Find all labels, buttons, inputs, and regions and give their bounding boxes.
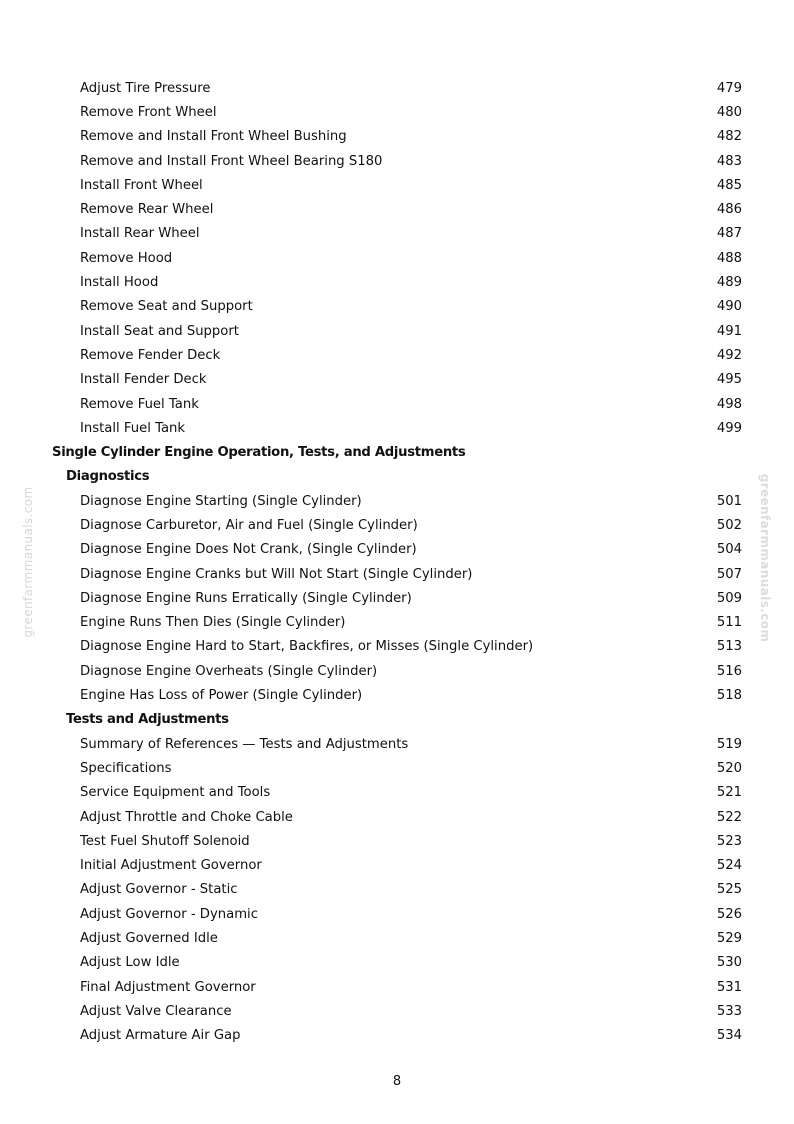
toc-entry-page: 504: [716, 542, 742, 558]
toc-entry-title: Install Rear Wheel: [80, 226, 200, 242]
toc-entry[interactable]: [52, 756, 742, 780]
toc-entry-page: 523: [716, 833, 742, 849]
toc-entry-title: Install Fender Deck: [80, 372, 207, 388]
toc-entry-title: Adjust Armature Air Gap: [80, 1028, 241, 1044]
toc-entry-page: 509: [716, 590, 742, 606]
toc-entry[interactable]: [52, 999, 742, 1023]
toc-entry-page: 518: [716, 688, 742, 704]
toc-entry[interactable]: [52, 149, 742, 173]
toc-entry-page: 480: [716, 104, 742, 120]
toc-entry[interactable]: [52, 659, 742, 683]
toc-entry[interactable]: [52, 197, 742, 221]
toc-entry-title: Diagnose Engine Overheats (Single Cylinder): [80, 663, 378, 679]
toc-entry-title: Final Adjustment Governor: [80, 979, 256, 995]
toc-entry[interactable]: [52, 683, 742, 707]
toc-entry-title: Single Cylinder Engine Operation, Tests, and Adjustments: [52, 445, 466, 461]
toc-entry[interactable]: [52, 295, 742, 319]
toc-entry[interactable]: [52, 805, 742, 829]
toc-entry-page: 525: [716, 882, 742, 898]
toc-entry[interactable]: [52, 611, 742, 635]
toc-entry-title: Test Fuel Shutoff Solenoid: [80, 833, 250, 849]
toc-entry-page: 498: [716, 396, 742, 412]
toc-entry-title: Remove Seat and Support: [80, 299, 253, 315]
toc-entry-page: 533: [716, 1003, 742, 1019]
toc-entry[interactable]: [52, 125, 742, 149]
toc-entry[interactable]: [52, 926, 742, 950]
toc-entry-title: Remove Hood: [80, 250, 173, 266]
toc-entry[interactable]: [52, 368, 742, 392]
toc-entry-title: Adjust Tire Pressure: [80, 80, 211, 96]
toc-entry-title: Adjust Governor - Static: [80, 882, 238, 898]
toc-entry[interactable]: [52, 343, 742, 367]
toc-entry-page: 519: [716, 736, 742, 752]
toc-entry-title: Initial Adjustment Governor: [80, 858, 262, 874]
watermark-left: greenfarmmanuals.com: [21, 486, 35, 638]
toc-entry[interactable]: [52, 76, 742, 100]
toc-entry[interactable]: [52, 538, 742, 562]
toc-section-heading: [52, 440, 742, 464]
toc-entry-title: Engine Has Loss of Power (Single Cylinder): [80, 688, 363, 704]
toc-entry-title: Remove Fender Deck: [80, 347, 221, 363]
toc-entry[interactable]: [52, 732, 742, 756]
toc-entry-title: Diagnose Engine Cranks but Will Not Start (Single Cylinder): [80, 566, 473, 582]
toc-entry[interactable]: [52, 951, 742, 975]
toc-entry[interactable]: [52, 902, 742, 926]
toc-entry-page: 524: [716, 858, 742, 874]
toc-entry-title: Specifications: [80, 760, 172, 776]
toc-entry-title: Adjust Low Idle: [80, 955, 180, 971]
toc-entry-page: 490: [716, 299, 742, 315]
toc-entry-title: Diagnostics: [66, 469, 150, 485]
toc-entry-title: Install Hood: [80, 275, 159, 291]
toc-entry[interactable]: [52, 513, 742, 537]
toc-entry-page: 521: [716, 785, 742, 801]
toc-entry[interactable]: [52, 319, 742, 343]
toc-subsection-heading: [52, 465, 742, 489]
toc-entry-page: 522: [716, 809, 742, 825]
toc-entry-title: Remove and Install Front Wheel Bearing S180: [80, 153, 383, 169]
toc-entry-title: Diagnose Engine Does Not Crank, (Single Cylinder): [80, 542, 417, 558]
toc-entry-page: 516: [716, 663, 742, 679]
toc-entry-page: 491: [716, 323, 742, 339]
toc-entry-title: Install Seat and Support: [80, 323, 239, 339]
toc-entry-title: Adjust Valve Clearance: [80, 1003, 232, 1019]
toc-entry-page: 520: [716, 760, 742, 776]
toc-entry[interactable]: [52, 222, 742, 246]
toc-entry-title: Diagnose Engine Runs Erratically (Single Cylinder): [80, 590, 412, 606]
toc-entry[interactable]: [52, 975, 742, 999]
toc-entry-page: 511: [716, 615, 742, 631]
toc-entry-page: 489: [716, 275, 742, 291]
toc-entry-page: 492: [716, 347, 742, 363]
toc-entry-title: Tests and Adjustments: [66, 712, 229, 728]
toc-entry[interactable]: [52, 100, 742, 124]
toc-entry-title: Diagnose Engine Hard to Start, Backfires, or Misses (Single Cylinder): [80, 639, 534, 655]
toc-entry[interactable]: [52, 246, 742, 270]
toc-entry-page: 483: [716, 153, 742, 169]
toc-entry[interactable]: [52, 829, 742, 853]
page-number: 8: [392, 1074, 402, 1089]
toc-entry-title: Engine Runs Then Dies (Single Cylinder): [80, 615, 346, 631]
toc-entry[interactable]: [52, 878, 742, 902]
toc-entry-page: 479: [716, 80, 742, 96]
toc-entry[interactable]: [52, 1024, 742, 1048]
table-of-contents: [52, 76, 742, 1048]
toc-entry-page: 531: [716, 979, 742, 995]
toc-entry[interactable]: [52, 854, 742, 878]
toc-entry-page: 502: [716, 517, 742, 533]
toc-entry-title: Diagnose Engine Starting (Single Cylinder): [80, 493, 362, 509]
toc-entry-page: 513: [716, 639, 742, 655]
toc-entry-title: Service Equipment and Tools: [80, 785, 271, 801]
watermark-right: greenfarmmanuals.com: [758, 473, 772, 643]
toc-subsection-heading: [52, 708, 742, 732]
toc-entry-title: Diagnose Carburetor, Air and Fuel (Single Cylinder): [80, 517, 418, 533]
toc-entry-title: Install Front Wheel: [80, 177, 203, 193]
toc-entry-page: 529: [716, 931, 742, 947]
toc-entry[interactable]: [52, 416, 742, 440]
toc-entry-title: Remove and Install Front Wheel Bushing: [80, 129, 347, 145]
toc-entry-page: 488: [716, 250, 742, 266]
toc-entry[interactable]: [52, 781, 742, 805]
toc-entry-title: Adjust Governor - Dynamic: [80, 906, 258, 922]
toc-entry-page: 526: [716, 906, 742, 922]
toc-entry-title: Adjust Governed Idle: [80, 931, 218, 947]
toc-entry-title: Remove Front Wheel: [80, 104, 217, 120]
toc-entry-page: 486: [716, 202, 742, 218]
toc-entry[interactable]: [52, 586, 742, 610]
toc-entry-page: 501: [716, 493, 742, 509]
toc-entry-title: Summary of References — Tests and Adjustments: [80, 736, 409, 752]
toc-entry-page: 487: [716, 226, 742, 242]
toc-entry-title: Remove Fuel Tank: [80, 396, 199, 412]
toc-entry[interactable]: [52, 270, 742, 294]
toc-entry-page: 499: [716, 420, 742, 436]
toc-entry-page: 495: [716, 372, 742, 388]
toc-entry-page: 482: [716, 129, 742, 145]
toc-entry-page: 485: [716, 177, 742, 193]
toc-entry[interactable]: [52, 173, 742, 197]
toc-entry[interactable]: [52, 562, 742, 586]
toc-entry-page: 530: [716, 955, 742, 971]
toc-entry-page: 507: [716, 566, 742, 582]
toc-entry-title: Install Fuel Tank: [80, 420, 186, 436]
toc-entry[interactable]: [52, 392, 742, 416]
toc-entry[interactable]: [52, 635, 742, 659]
toc-entry-title: Adjust Throttle and Choke Cable: [80, 809, 293, 825]
toc-entry-title: Remove Rear Wheel: [80, 202, 214, 218]
toc-entry-page: 534: [716, 1028, 742, 1044]
toc-entry[interactable]: [52, 489, 742, 513]
